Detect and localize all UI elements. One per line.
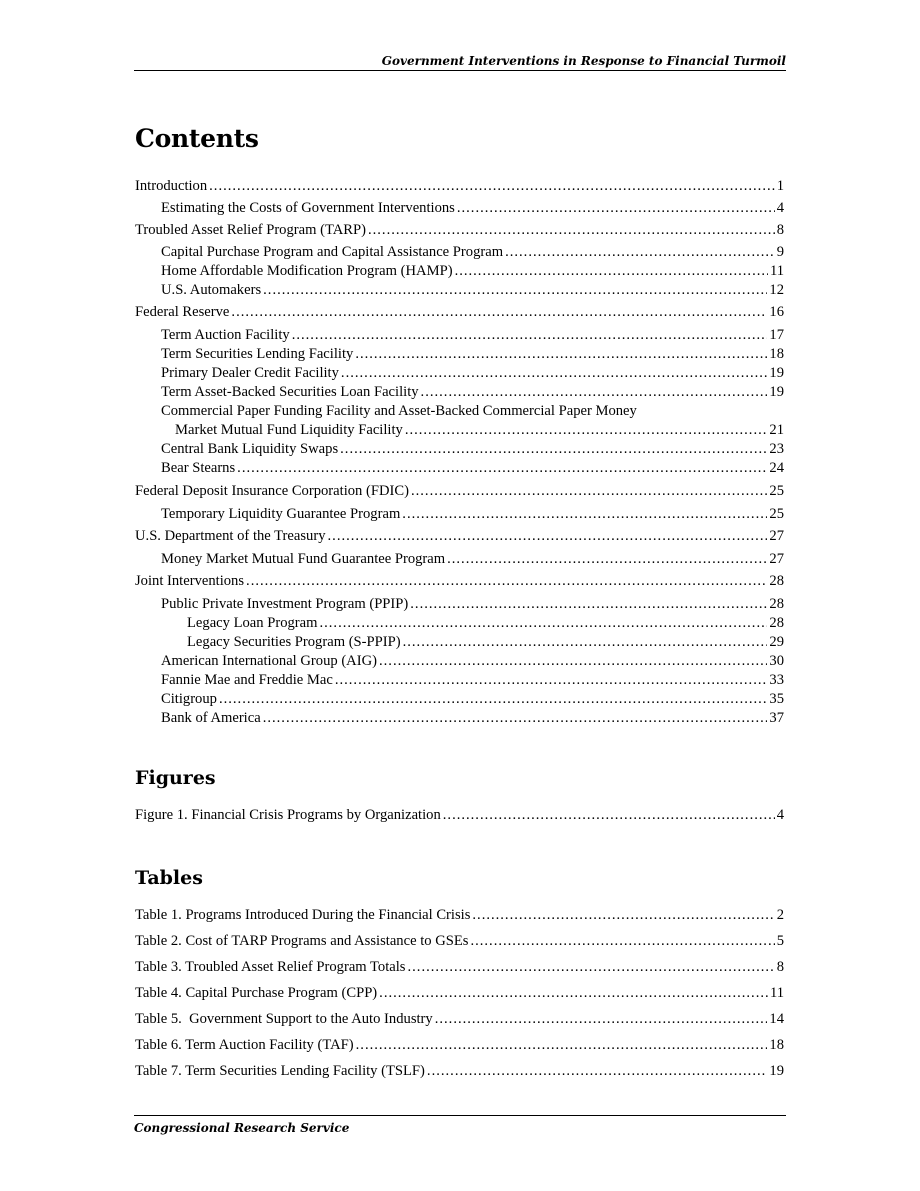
figures-heading: Figures bbox=[135, 767, 216, 789]
table-entry[interactable]: Table 1. Programs Introduced During the Financial Crisis ..... 2 bbox=[135, 906, 784, 924]
toc-entry[interactable]: Bear Stearns ..... 24 bbox=[161, 459, 784, 477]
toc-entry[interactable]: Bank of America ..... 37 bbox=[161, 709, 784, 727]
toc-entry[interactable]: U.S. Department of the Treasury ..... 27 bbox=[135, 527, 784, 545]
contents-heading: Contents bbox=[135, 124, 259, 153]
toc-entry[interactable]: Term Securities Lending Facility ..... 18 bbox=[161, 345, 784, 363]
toc-entry[interactable]: American International Group (AIG) ..... 30 bbox=[161, 652, 784, 670]
toc-entry[interactable]: Citigroup ..... 35 bbox=[161, 690, 784, 708]
toc-entry[interactable]: Primary Dealer Credit Facility ..... 19 bbox=[161, 364, 784, 382]
toc-entry-first-line[interactable]: Commercial Paper Funding Facility and Asset-Backed Commercial Paper Money bbox=[161, 403, 637, 419]
toc-entry[interactable]: Public Private Investment Program (PPIP) ..... 28 bbox=[161, 595, 784, 613]
toc-entry[interactable]: Capital Purchase Program and Capital Assistance Program ..... 9 bbox=[161, 243, 784, 261]
toc-entry[interactable]: Estimating the Costs of Government Interventions ..... 4 bbox=[161, 199, 784, 217]
toc-entry[interactable]: Temporary Liquidity Guarantee Program ..... 25 bbox=[161, 505, 784, 523]
toc-entry[interactable]: Term Auction Facility ..... 17 bbox=[161, 326, 784, 344]
toc-entry[interactable]: Federal Deposit Insurance Corporation (FDIC) ..... 25 bbox=[135, 482, 784, 500]
toc-entry[interactable]: Federal Reserve ..... 16 bbox=[135, 303, 784, 321]
toc-entry[interactable]: Fannie Mae and Freddie Mac ..... 33 bbox=[161, 671, 784, 689]
toc-entry-continuation[interactable]: Market Mutual Fund Liquidity Facility ..... 21 bbox=[175, 421, 784, 439]
table-entry[interactable]: Table 4. Capital Purchase Program (CPP) ..... 11 bbox=[135, 984, 784, 1002]
toc-entry[interactable]: U.S. Automakers ..... 12 bbox=[161, 281, 784, 299]
toc-entry[interactable]: Money Market Mutual Fund Guarantee Program ..... 27 bbox=[161, 550, 784, 568]
table-entry[interactable]: Table 3. Troubled Asset Relief Program Totals ..... 8 bbox=[135, 958, 784, 976]
toc-entry[interactable]: Term Asset-Backed Securities Loan Facility ..... 19 bbox=[161, 383, 784, 401]
toc-entry[interactable]: Legacy Loan Program ..... 28 bbox=[187, 614, 784, 632]
table-entry[interactable]: Table 2. Cost of TARP Programs and Assistance to GSEs ..... 5 bbox=[135, 932, 784, 950]
figure-entry[interactable]: Figure 1. Financial Crisis Programs by Organization ..... 4 bbox=[135, 806, 784, 824]
toc-entry[interactable]: Central Bank Liquidity Swaps ..... 23 bbox=[161, 440, 784, 458]
toc-entry[interactable]: Introduction ..... 1 bbox=[135, 177, 784, 195]
page-footer: Congressional Research Service bbox=[134, 1115, 786, 1135]
toc-entry[interactable]: Troubled Asset Relief Program (TARP) ..... 8 bbox=[135, 221, 784, 239]
toc-entry[interactable]: Home Affordable Modification Program (HAMP) ..... 11 bbox=[161, 262, 784, 280]
toc-entry[interactable]: Legacy Securities Program (S-PPIP) ..... 29 bbox=[187, 633, 784, 651]
table-entry[interactable]: Table 6. Term Auction Facility (TAF) ..... 18 bbox=[135, 1036, 784, 1054]
table-entry[interactable]: Table 7. Term Securities Lending Facility (TSLF) ..... 19 bbox=[135, 1062, 784, 1080]
table-entry[interactable]: Table 5. Government Support to the Auto Industry ..... 14 bbox=[135, 1010, 784, 1028]
tables-heading: Tables bbox=[135, 867, 203, 889]
running-header: Government Interventions in Response to Financial Turmoil bbox=[134, 54, 786, 71]
toc-entry[interactable]: Joint Interventions ..... 28 bbox=[135, 572, 784, 590]
